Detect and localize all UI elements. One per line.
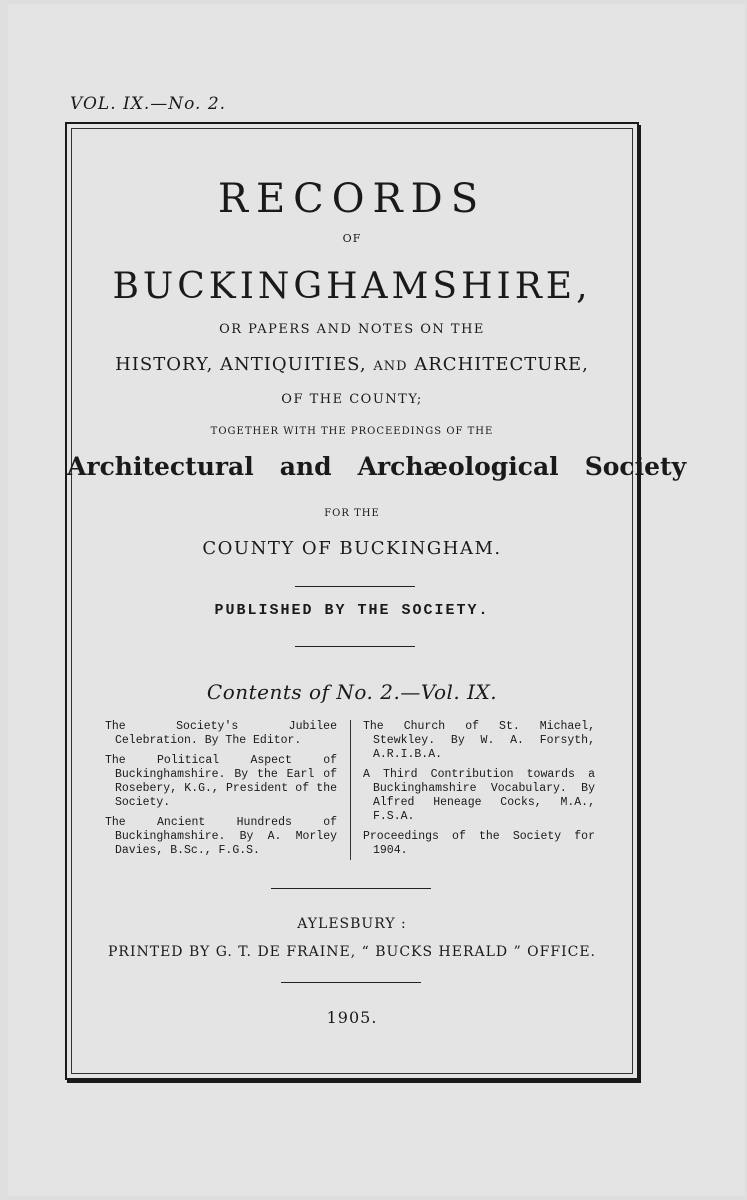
contents-left-column xyxy=(105,720,337,864)
title-of: OF xyxy=(342,232,362,245)
contents-entry: A Third Contribution towards a Buckinghamshire Vocabulary. By Alfred Heneage Cocks, M.A., F.S.A. xyxy=(363,768,595,823)
subtitle-history xyxy=(67,354,637,375)
society-word-4: Society xyxy=(584,452,687,481)
contents-right-column xyxy=(363,720,595,864)
subtitle-county-of: COUNTY OF BUCKINGHAM. xyxy=(202,538,502,559)
title-records: RECORDS xyxy=(217,176,487,222)
contents-heading: Contents of No. 2.—Vol. IX. xyxy=(206,680,498,704)
history-part1: HISTORY, ANTIQUITIES, xyxy=(115,354,367,375)
society-name xyxy=(67,452,687,481)
subtitle-for-the: FOR THE xyxy=(324,508,380,519)
society-word-3: Archæological xyxy=(357,452,559,481)
divider-rule xyxy=(271,888,431,889)
column-divider xyxy=(350,720,351,860)
contents-entry: The Ancient Hundreds of Buckinghamshire. By A. Morley Davies, B.Sc., F.G.S. xyxy=(105,816,337,857)
volume-number: VOL. IX.—No. 2. xyxy=(70,94,227,114)
society-word-1: Architectural xyxy=(67,452,254,481)
border-frame xyxy=(65,122,687,1080)
subtitle-or-papers: OR PAPERS AND NOTES ON THE xyxy=(219,322,485,337)
subtitle-of-the-county: OF THE COUNTY; xyxy=(281,392,423,407)
imprint-year: 1905. xyxy=(326,1008,378,1027)
history-part2: ARCHITECTURE, xyxy=(414,354,589,375)
imprint-printer: PRINTED BY G. T. DE FRAINE, “ BUCKS HERALD ” OFFICE. xyxy=(107,944,597,960)
history-and: AND xyxy=(373,359,408,374)
title-county-name: BUCKINGHAMSHIRE, xyxy=(112,266,592,307)
imprint-place: AYLESBURY : xyxy=(297,916,407,932)
title-page xyxy=(8,4,745,1196)
contents-entry: The Political Aspect of Buckinghamshire. By the Earl of Rosebery, K.G., President of the Society. xyxy=(105,754,337,809)
divider-rule xyxy=(295,586,415,587)
divider-rule xyxy=(295,646,415,647)
divider-rule xyxy=(281,982,421,983)
contents-entry: Proceedings of the Society for 1904. xyxy=(363,830,595,857)
subtitle-together: TOGETHER WITH THE PROCEEDINGS OF THE xyxy=(210,426,494,437)
contents-entry: The Church of St. Michael, Stewkley. By W. A. Forsyth, A.R.I.B.A. xyxy=(363,720,595,761)
published-by: PUBLISHED BY THE SOCIETY. xyxy=(214,602,490,619)
society-word-2: and xyxy=(279,452,332,481)
contents-entry: The Society's Jubilee Celebration. By The Editor. xyxy=(105,720,337,747)
